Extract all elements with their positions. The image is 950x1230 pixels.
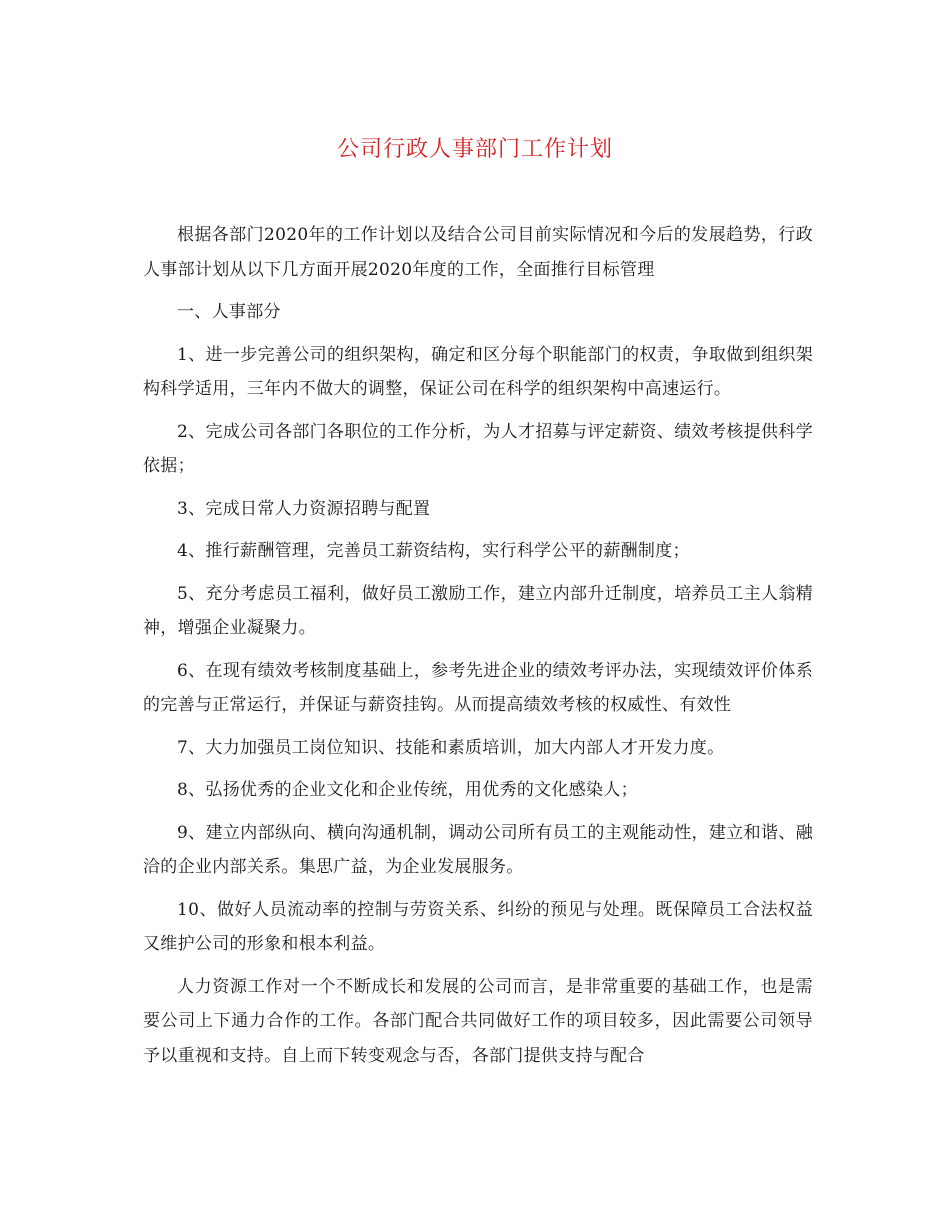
list-item-6: 6、在现有绩效考核制度基础上，参考先进企业的绩效考评办法，实现绩效评价体系的完善与正常运行，并保证与薪资挂钩。从而提高绩效考核的权威性、有效性 — [143, 660, 813, 715]
document-body — [143, 218, 813, 1081]
list-item-7: 7、大力加强员工岗位知识、技能和素质培训，加大内部人才开发力度。 — [177, 737, 725, 758]
page-title: 公司行政人事部门工作计划 — [336, 137, 613, 162]
list-item-8: 8、弘扬优秀的企业文化和企业传统，用优秀的文化感染人； — [177, 780, 638, 800]
list-item-3: 3、完成日常人力资源招聘与配置 — [177, 498, 431, 519]
section-heading-hr: 一、人事部分 — [177, 302, 281, 322]
list-item-9: 9、建立内部纵向、横向沟通机制，调动公司所有员工的主观能动性，建立和谐、融洽的企业内部关系。集思广益，为企业发展服务。 — [143, 822, 813, 877]
list-item-10: 10、做好人员流动率的控制与劳资关系、纠纷的预见与处理。既保障员工合法权益又维护公司的形象和根本利益。 — [143, 899, 813, 954]
paragraph-closing: 人力资源工作对一个不断成长和发展的公司而言，是非常重要的基础工作，也是需要公司上下通力合作的工作。各部门配合共同做好工作的项目较多，因此需要公司领导予以重视和支持。自上而下转变观念与否，各部门提供支持与配合 — [143, 976, 813, 1066]
list-item-4: 4、推行薪酬管理，完善员工薪资结构，实行科学公平的薪酬制度； — [177, 541, 690, 561]
list-item-1: 1、进一步完善公司的组织架构，确定和区分每个职能部门的权责，争取做到组织架构科学适用，三年内不做大的调整，保证公司在科学的组织架构中高速运行。 — [143, 344, 813, 399]
list-item-2: 2、完成公司各部门各职位的工作分析，为人才招募与评定薪资、绩效考核提供科学依据； — [143, 421, 813, 476]
list-item-5: 5、充分考虑员工福利，做好员工激励工作，建立内部升迁制度，培养员工主人翁精神，增强企业凝聚力。 — [143, 583, 813, 638]
paragraph-intro: 根据各部门2020年的工作计划以及结合公司目前实际情况和今后的发展趋势，行政人事部计划从以下几方面开展2020年度的工作，全面推行目标管理 — [143, 225, 813, 280]
